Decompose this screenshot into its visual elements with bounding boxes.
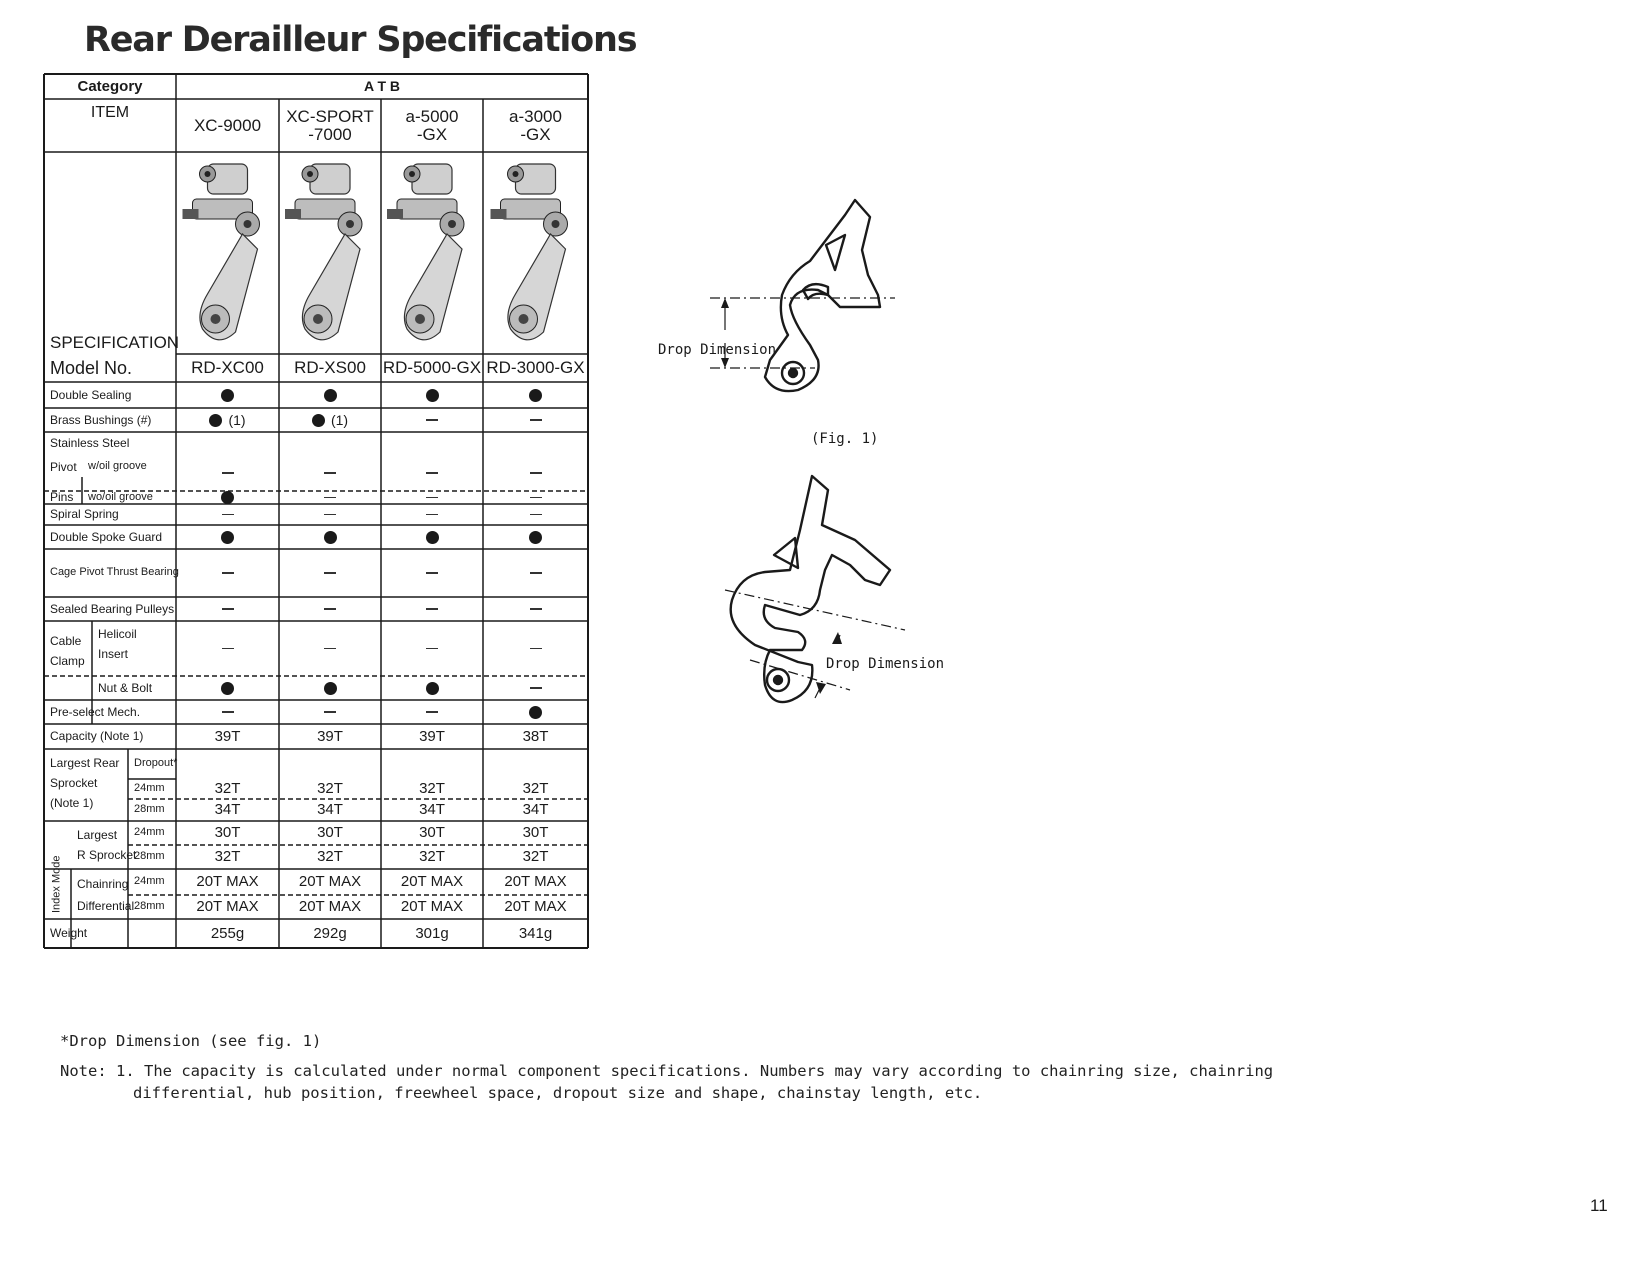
- cable-helicoil-cell: [176, 621, 279, 676]
- double-sealing-cell: [483, 382, 588, 408]
- cable-nut-bolt-cell: [176, 676, 279, 700]
- filled-dot-icon: [209, 414, 222, 427]
- preselect-cell: [279, 700, 381, 724]
- drop-dimension-label-2: Drop Dimension: [826, 656, 945, 672]
- label-cable: Cable: [50, 633, 82, 648]
- index-largest-24-cell: 30T: [317, 824, 343, 842]
- largest-rear-28-cell: 34T: [419, 801, 445, 819]
- item-name: XC-9000: [193, 115, 262, 135]
- chainring-diff-24-cell: 20T MAX: [298, 873, 362, 891]
- label-sealed-bearing-pulleys: Sealed Bearing Pulleys: [50, 601, 175, 616]
- index-largest-28-cell: 32T: [214, 848, 241, 866]
- preselect-cell: [483, 700, 588, 724]
- capacity-cell: 39T: [419, 727, 445, 745]
- chainring-diff-28-cell: 20T MAX: [504, 898, 567, 916]
- dash-icon: [324, 608, 336, 610]
- weight-cell: 292g: [313, 924, 347, 942]
- label-pins: Pins: [50, 490, 74, 505]
- item-rd-3000-gx: [483, 99, 588, 152]
- double-spoke-guard-cell: [279, 525, 381, 549]
- spiral-spring-cell: [381, 504, 483, 525]
- dash-icon: [530, 419, 542, 421]
- rear-derailleur-xcsport-photo: [279, 154, 381, 354]
- label-capacity: Capacity (Note 1): [50, 729, 144, 744]
- rear-derailleur-a5000-photo: [381, 154, 483, 354]
- dropout-figure-1: [700, 195, 940, 415]
- chainring-diff-28-cell: 20T MAX: [400, 898, 464, 916]
- label-largest-rear: Largest Rear: [50, 755, 120, 770]
- sealed-pulleys-cell: [483, 597, 588, 621]
- label-differential: Differential: [77, 898, 135, 913]
- weight-cell: 301g: [415, 924, 449, 942]
- drop-dimension-label: Drop Dimension: [658, 342, 777, 358]
- chainring-diff-24-cell: 20T MAX: [196, 873, 259, 891]
- sealed-pulleys-cell: [176, 597, 279, 621]
- cable-nut-bolt-cell: [483, 676, 588, 700]
- dash-icon: [426, 472, 438, 474]
- brass-bushings-cell: [381, 408, 483, 432]
- filled-dot-icon: [221, 682, 234, 695]
- label-double-spoke-guard: Double Spoke Guard: [50, 529, 163, 544]
- rear-derailleur-a3000-photo: [483, 154, 588, 354]
- pivot-w-oil-cell: [381, 455, 483, 491]
- label-28mm-index: 28mm: [134, 850, 165, 863]
- specification-label: SPECIFICATION: [50, 333, 180, 353]
- filled-dot-icon: [529, 531, 542, 544]
- largest-rear-24-cell: 32T: [419, 780, 445, 798]
- label-w-oil-groove: w/oil groove: [88, 460, 147, 473]
- category-value: A T B: [363, 78, 401, 95]
- preselect-cell: [381, 700, 483, 724]
- dash-icon: [324, 497, 336, 499]
- double-sealing-cell: [381, 382, 483, 408]
- cage-pivot-cell: [381, 549, 483, 597]
- largest-rear-28-cell: 34T: [522, 801, 549, 819]
- model-no-2: RD-5000-GX: [382, 358, 482, 378]
- filled-dot-icon: [221, 531, 234, 544]
- model-no-1: RD-XS00: [294, 358, 366, 378]
- dash-icon: [426, 608, 438, 610]
- largest-rear-24-cell: 32T: [214, 780, 241, 798]
- rear-derailleur-xc9000-photo: [176, 154, 279, 354]
- double-spoke-guard-cell: [381, 525, 483, 549]
- pins-wo-oil-cell: [381, 491, 483, 504]
- filled-dot-icon: [324, 389, 337, 402]
- filled-dot-icon: [426, 531, 439, 544]
- note-1-line-2: differential, hub position, freewheel space, dropout size and shape, chainstay length, etc.: [133, 1084, 983, 1102]
- pins-wo-oil-cell: [483, 491, 588, 504]
- category-label: Category: [77, 77, 143, 95]
- dash-icon: [426, 648, 438, 650]
- model-no-0: RD-XC00: [191, 358, 264, 378]
- brass-bushing-note: (1): [330, 411, 349, 428]
- dash-icon: [530, 497, 542, 499]
- cage-pivot-cell: [279, 549, 381, 597]
- double-spoke-guard-cell: [483, 525, 588, 549]
- dash-icon: [222, 472, 234, 474]
- drop-dimension-footnote: *Drop Dimension (see fig. 1): [60, 1032, 322, 1050]
- cable-nut-bolt-cell: [279, 676, 381, 700]
- index-largest-28-cell: 32T: [317, 848, 343, 866]
- spec-table: [44, 74, 588, 948]
- item-rd-xs00: [279, 99, 381, 152]
- filled-dot-icon: [324, 682, 337, 695]
- label-sprocket: Sprocket: [50, 775, 98, 790]
- label-brass-bushings: Brass Bushings (#): [50, 412, 152, 427]
- dash-icon: [222, 608, 234, 610]
- chainring-diff-28-cell: 20T MAX: [298, 898, 362, 916]
- dash-icon: [530, 572, 542, 574]
- item-name-suffix: -GX: [520, 124, 551, 144]
- label-wo-oil-groove: wo/oil groove: [88, 490, 153, 503]
- label-note-1: (Note 1): [50, 795, 94, 810]
- label-28mm-chainring: 28mm: [134, 900, 165, 913]
- label-pivot: Pivot: [50, 459, 77, 474]
- largest-rear-24-cell: 32T: [317, 780, 343, 798]
- weight-cell: 255g: [210, 924, 245, 942]
- brass-bushings-cell: [483, 408, 588, 432]
- label-24mm-chainring: 24mm: [134, 875, 165, 888]
- sealed-pulleys-cell: [279, 597, 381, 621]
- label-24mm-index: 24mm: [134, 826, 165, 839]
- chainring-diff-28-cell: 20T MAX: [196, 898, 259, 916]
- item-name: XC-SPORT: [286, 106, 374, 126]
- largest-rear-24-cell: 32T: [522, 780, 549, 798]
- double-sealing-cell: [176, 382, 279, 408]
- dash-icon: [426, 572, 438, 574]
- index-largest-24-cell: 30T: [419, 824, 445, 842]
- page-number: 11: [1590, 1196, 1608, 1215]
- label-24mm: 24mm: [134, 782, 165, 795]
- label-double-sealing: Double Sealing: [50, 387, 132, 402]
- dash-icon: [530, 472, 542, 474]
- filled-dot-icon: [426, 682, 439, 695]
- page-title: Rear Derailleur Specifications: [84, 20, 637, 60]
- cage-pivot-cell: [483, 549, 588, 597]
- dash-icon: [324, 572, 336, 574]
- label-dropout: Dropout*: [134, 757, 178, 770]
- capacity-cell: 38T: [522, 727, 549, 745]
- cable-nut-bolt-cell: [381, 676, 483, 700]
- label-nut-bolt: Nut & Bolt: [98, 680, 153, 695]
- capacity-cell: 39T: [214, 727, 241, 745]
- dash-icon: [426, 497, 438, 499]
- dash-icon: [324, 472, 336, 474]
- dash-icon: [530, 608, 542, 610]
- dash-icon: [324, 514, 336, 516]
- pins-wo-oil-cell: [279, 491, 381, 504]
- dash-icon: [426, 514, 438, 516]
- label-insert: Insert: [98, 646, 129, 661]
- item-label: ITEM: [90, 103, 130, 121]
- filled-dot-icon: [312, 414, 325, 427]
- dash-icon: [324, 648, 336, 650]
- dash-icon: [222, 711, 234, 713]
- item-rd-xc00: [176, 99, 279, 152]
- spiral-spring-cell: [279, 504, 381, 525]
- brass-bushings-cell: [279, 408, 381, 432]
- spiral-spring-cell: [483, 504, 588, 525]
- label-index-mode: Index Mode: [50, 855, 63, 914]
- double-sealing-cell: [279, 382, 381, 408]
- label-spiral-spring: Spiral Spring: [50, 507, 119, 522]
- label-weight: Weight: [50, 926, 88, 941]
- label-chainring: Chainring: [77, 876, 129, 891]
- label-pre-select-mech: Pre-select Mech.: [50, 704, 141, 719]
- dash-icon: [530, 514, 542, 516]
- label-cage-pivot-thrust-bearing: Cage Pivot Thrust Bearing: [50, 566, 179, 579]
- chainring-diff-24-cell: 20T MAX: [504, 873, 567, 891]
- label-stainless-steel: Stainless Steel: [50, 436, 130, 451]
- cable-helicoil-cell: [483, 621, 588, 676]
- largest-rear-28-cell: 34T: [317, 801, 343, 819]
- fig1-caption: (Fig. 1): [811, 431, 879, 447]
- preselect-cell: [176, 700, 279, 724]
- label-r-sprocket: R Sprocket: [77, 847, 137, 862]
- label-helicoil: Helicoil: [98, 626, 137, 641]
- label-clamp: Clamp: [50, 653, 85, 668]
- item-name: a-5000: [405, 106, 459, 126]
- dash-icon: [426, 711, 438, 713]
- filled-dot-icon: [426, 389, 439, 402]
- item-name-suffix: -GX: [416, 124, 448, 144]
- item-rd-5000-gx: [381, 99, 483, 152]
- pins-wo-oil-cell: [176, 491, 279, 504]
- dash-icon: [324, 711, 336, 713]
- cable-helicoil-cell: [279, 621, 381, 676]
- note-1-line-1: Note: 1. The capacity is calculated under normal component specifications. Numbers may vary according to chainring size, chainring: [60, 1062, 1274, 1080]
- index-largest-24-cell: 30T: [214, 824, 241, 842]
- sealed-pulleys-cell: [381, 597, 483, 621]
- dash-icon: [426, 419, 438, 421]
- index-largest-28-cell: 32T: [419, 848, 445, 866]
- label-largest: Largest: [77, 827, 118, 842]
- filled-dot-icon: [529, 389, 542, 402]
- brass-bushing-note: (1): [228, 411, 246, 428]
- dash-icon: [222, 648, 234, 650]
- dash-icon: [222, 572, 234, 574]
- weight-cell: 341g: [518, 924, 553, 942]
- index-largest-28-cell: 32T: [522, 848, 549, 866]
- brass-bushings-cell: [176, 408, 279, 432]
- cage-pivot-cell: [176, 549, 279, 597]
- dash-icon: [530, 648, 542, 650]
- dash-icon: [530, 687, 542, 689]
- capacity-cell: 39T: [317, 727, 343, 745]
- model-no-3: RD-3000-GX: [486, 358, 585, 378]
- dropout-figure-2: [720, 470, 960, 710]
- model-no-label: Model No.: [50, 357, 133, 378]
- spiral-spring-cell: [176, 504, 279, 525]
- double-spoke-guard-cell: [176, 525, 279, 549]
- item-name: a-3000: [509, 106, 562, 126]
- cable-helicoil-cell: [381, 621, 483, 676]
- filled-dot-icon: [221, 491, 234, 504]
- chainring-diff-24-cell: 20T MAX: [400, 873, 464, 891]
- index-largest-24-cell: 30T: [522, 824, 549, 842]
- largest-rear-28-cell: 34T: [214, 801, 241, 819]
- filled-dot-icon: [324, 531, 337, 544]
- pivot-w-oil-cell: [279, 455, 381, 491]
- dash-icon: [222, 514, 234, 516]
- pivot-w-oil-cell: [176, 455, 279, 491]
- pivot-w-oil-cell: [483, 455, 588, 491]
- item-name-suffix: -7000: [308, 124, 352, 144]
- label-28mm: 28mm: [134, 803, 165, 816]
- filled-dot-icon: [529, 706, 542, 719]
- filled-dot-icon: [221, 389, 234, 402]
